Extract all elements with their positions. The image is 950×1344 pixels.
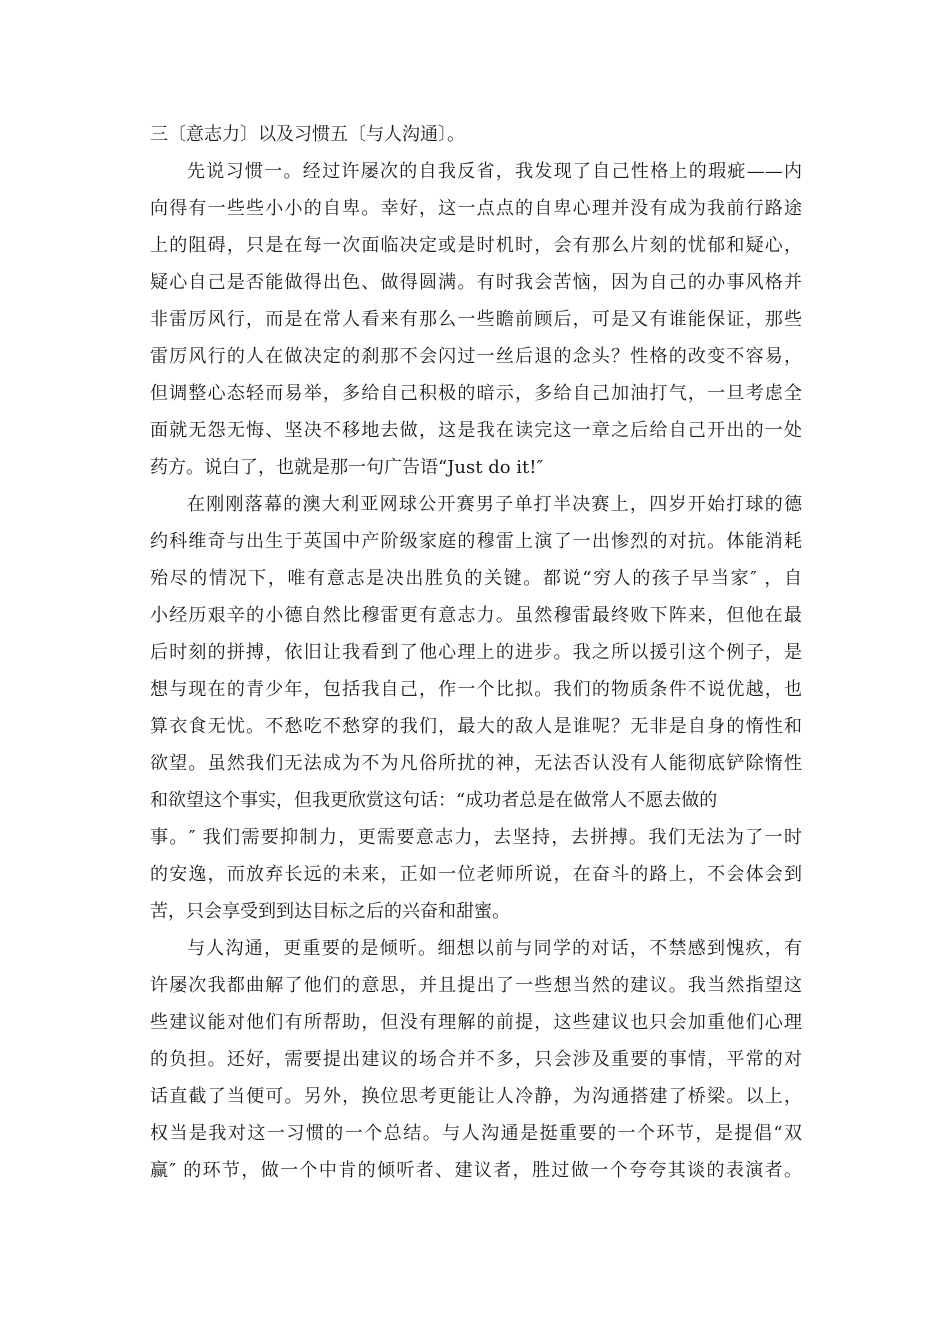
text-line: 但调整心态轻而易举，多给自己积极的暗示，多给自己加油打气，一旦考虑全 (150, 383, 802, 404)
text-line: 算衣食无忧。不愁吃不愁穿的我们，最大的敌人是谁呢？无非是自身的惰性和 (150, 716, 802, 737)
text-line: 雷厉风行的人在做决定的刹那不会闪过一丝后退的念头？性格的改变不容易， (150, 346, 802, 367)
text-line: 想与现在的青少年，包括我自己，作一个比拟。我们的物质条件不说优越，也 (150, 679, 802, 700)
text-line: 些建议能对他们有所帮助，但没有理解的前提，这些建议也只会加重他们心理 (150, 1012, 802, 1033)
text-line: 面就无怨无悔、坚决不移地去做，这是我在读完这一章之后给自己开出的一处 (150, 420, 802, 441)
text-line: 的安逸，而放弃长远的未来，正如一位老师所说，在奋斗的路上，不会体会到 (150, 864, 802, 885)
text-line: 欲望。虽然我们无法成为不为凡俗所扰的神，无法否认没有人能彻底铲除惰性 (150, 753, 802, 774)
text-line: 的负担。还好，需要提出建议的场合并不多，只会涉及重要的事情，平常的对 (150, 1049, 802, 1070)
document-body (150, 116, 802, 1189)
paragraph-first-line: 与人沟通，更重要的是倾听。细想以前与同学的对话，不禁感到愧疚，有 (187, 938, 802, 959)
text-line: 苦，只会享受到到达目标之后的兴奋和甜蜜。 (150, 901, 510, 922)
text-line: 和欲望这个事实，但我更欣赏这句话：“成功者总是在做常人不愿去做的 (150, 790, 718, 811)
text-line: 药方。说白了，也就是那一句广告语“Just do it!″ (150, 457, 544, 478)
text-line: 小经历艰辛的小德自然比穆雷更有意志力。虽然穆雷最终败下阵来，但他在最 (150, 605, 802, 626)
text-line: 许屡次我都曲解了他们的意思，并且提出了一些想当然的建议。我当然指望这 (150, 975, 802, 996)
text-line: 权当是我对这一习惯的一个总结。与人沟通是挺重要的一个环节，是提倡“双 (150, 1123, 802, 1144)
text-line: 约科维奇与出生于英国中产阶级家庭的穆雷上演了一出惨烈的对抗。体能消耗 (150, 531, 802, 552)
paragraph-first-line: 先说习惯一。经过许屡次的自我反省，我发现了自己性格上的瑕疵——内 (187, 161, 802, 182)
text-line: 殆尽的情况下，唯有意志是决出胜负的关键。都说“穷人的孩子早当家″ ，自 (150, 568, 802, 589)
text-line: 事。″ 我们需要抑制力，更需要意志力，去坚持，去拼搏。我们无法为了一时 (150, 827, 802, 848)
text-line: 上的阻碍，只是在每一次面临决定或是时机时，会有那么片刻的忧郁和疑心， (150, 235, 802, 256)
text-line: 三〔意志力〕以及习惯五〔与人沟通〕。 (150, 124, 465, 145)
text-line: 后时刻的拼搏，依旧让我看到了他心理上的进步。我之所以援引这个例子，是 (150, 642, 802, 663)
text-line: 话直截了当便可。另外，换位思考更能让人冷静，为沟通搭建了桥梁。以上， (150, 1086, 802, 1107)
paragraph-first-line: 在刚刚落幕的澳大利亚网球公开赛男子单打半决赛上，四岁开始打球的德 (187, 494, 802, 515)
text-line: 向得有一些些小小的自卑。幸好，这一点点的自卑心理并没有成为我前行路途 (150, 198, 802, 219)
text-line: 赢″ 的环节，做一个中肯的倾听者、建议者，胜过做一个夸夸其谈的表演者。 (150, 1160, 802, 1181)
text-line: 疑心自己是否能做得出色、做得圆满。有时我会苦恼，因为自己的办事风格并 (150, 272, 802, 293)
text-line: 非雷厉风行，而是在常人看来有那么一些瞻前顾后，可是又有谁能保证，那些 (150, 309, 802, 330)
